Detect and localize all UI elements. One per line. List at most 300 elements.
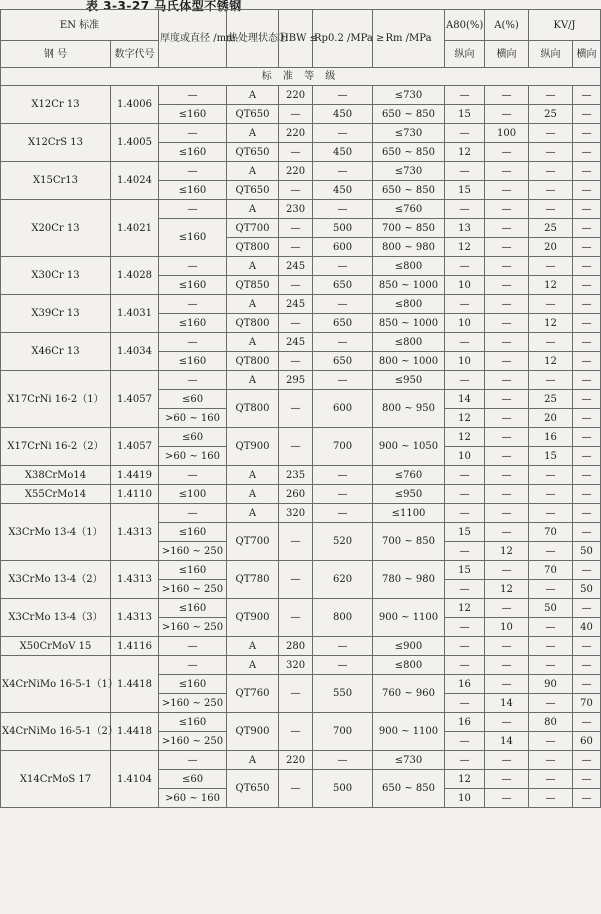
rp: — xyxy=(313,86,373,105)
a80-long: — xyxy=(445,618,485,637)
hbw: — xyxy=(279,561,313,599)
kv-trans: — xyxy=(573,105,601,124)
thickness: ≤160 xyxy=(159,314,227,333)
thickness: — xyxy=(159,637,227,656)
a-trans: — xyxy=(485,675,529,694)
heat-treatment: A xyxy=(227,257,279,276)
hbw: 220 xyxy=(279,124,313,143)
hbw: — xyxy=(279,143,313,162)
a-trans: — xyxy=(485,371,529,390)
thickness: — xyxy=(159,86,227,105)
a80-long: 12 xyxy=(445,599,485,618)
heat-treatment: QT800 xyxy=(227,390,279,428)
kv-trans: — xyxy=(573,143,601,162)
steel-number: 1.4313 xyxy=(111,561,159,599)
steel-number: 1.4116 xyxy=(111,637,159,656)
header-a80: A80(%) xyxy=(445,10,485,41)
hbw: 230 xyxy=(279,200,313,219)
rm: 760 ~ 960 xyxy=(373,675,445,713)
hbw: 220 xyxy=(279,86,313,105)
heat-treatment: QT850 xyxy=(227,276,279,295)
thickness: — xyxy=(159,257,227,276)
kv-long: — xyxy=(529,770,573,789)
a-trans: — xyxy=(485,428,529,447)
steel-name: X55CrMo14 xyxy=(1,485,111,504)
a-trans: — xyxy=(485,86,529,105)
a80-long: 10 xyxy=(445,352,485,371)
a-trans: — xyxy=(485,295,529,314)
rm: ≤730 xyxy=(373,86,445,105)
steel-number: 1.4418 xyxy=(111,713,159,751)
kv-trans: — xyxy=(573,257,601,276)
a-trans: — xyxy=(485,713,529,732)
rm: ≤950 xyxy=(373,485,445,504)
rm: ≤800 xyxy=(373,333,445,352)
steel-number: 1.4024 xyxy=(111,162,159,200)
rp: — xyxy=(313,637,373,656)
a-trans: — xyxy=(485,637,529,656)
kv-trans: — xyxy=(573,428,601,447)
kv-long: 25 xyxy=(529,390,573,409)
a80-long: 14 xyxy=(445,390,485,409)
thickness: >60 ~ 160 xyxy=(159,447,227,466)
thickness: >60 ~ 160 xyxy=(159,789,227,808)
thickness: — xyxy=(159,200,227,219)
heat-treatment: A xyxy=(227,751,279,770)
kv-long: — xyxy=(529,143,573,162)
a80-long: — xyxy=(445,257,485,276)
header-rm: Rm /MPa xyxy=(373,10,445,68)
kv-trans: — xyxy=(573,181,601,200)
steel-number: 1.4006 xyxy=(111,86,159,124)
rp: — xyxy=(313,295,373,314)
steel-number: 1.4031 xyxy=(111,295,159,333)
thickness: — xyxy=(159,333,227,352)
kv-long: 16 xyxy=(529,428,573,447)
a-trans: — xyxy=(485,352,529,371)
thickness: — xyxy=(159,504,227,523)
rp: — xyxy=(313,162,373,181)
rp: 550 xyxy=(313,675,373,713)
steel-name: X46Cr 13 xyxy=(1,333,111,371)
hbw: — xyxy=(279,675,313,713)
kv-trans: — xyxy=(573,599,601,618)
kv-trans: — xyxy=(573,219,601,238)
hbw: 320 xyxy=(279,504,313,523)
rp: — xyxy=(313,371,373,390)
heat-treatment: QT650 xyxy=(227,143,279,162)
rp: — xyxy=(313,257,373,276)
kv-trans: — xyxy=(573,751,601,770)
kv-long: — xyxy=(529,371,573,390)
kv-long: 20 xyxy=(529,238,573,257)
steel-name: X17CrNi 16-2（1） xyxy=(1,371,111,428)
thickness: >160 ~ 250 xyxy=(159,732,227,751)
heat-treatment: A xyxy=(227,200,279,219)
steel-name: X12CrS 13 xyxy=(1,124,111,162)
kv-trans: — xyxy=(573,637,601,656)
steel-name: X14CrMoS 17 xyxy=(1,751,111,808)
rm: ≤900 xyxy=(373,637,445,656)
kv-long: 25 xyxy=(529,105,573,124)
heat-treatment: A xyxy=(227,371,279,390)
thickness: ≤160 xyxy=(159,523,227,542)
kv-long: — xyxy=(529,485,573,504)
rm: 650 ~ 850 xyxy=(373,143,445,162)
rm: ≤730 xyxy=(373,162,445,181)
steel-number: 1.4057 xyxy=(111,428,159,466)
rp: 450 xyxy=(313,105,373,124)
heat-treatment: A xyxy=(227,656,279,675)
kv-trans: — xyxy=(573,200,601,219)
header-steel-number: 数字代号 xyxy=(111,41,159,68)
heat-treatment: A xyxy=(227,162,279,181)
thickness: >160 ~ 250 xyxy=(159,542,227,561)
steel-number: 1.4104 xyxy=(111,751,159,808)
kv-long: — xyxy=(529,542,573,561)
hbw: — xyxy=(279,238,313,257)
kv-long: 20 xyxy=(529,409,573,428)
heat-treatment: QT650 xyxy=(227,181,279,200)
heat-treatment: QT650 xyxy=(227,770,279,808)
a-trans: 14 xyxy=(485,694,529,713)
rm: ≤950 xyxy=(373,371,445,390)
kv-long: — xyxy=(529,637,573,656)
a-trans: 10 xyxy=(485,618,529,637)
a-trans: — xyxy=(485,409,529,428)
rm: 900 ~ 1100 xyxy=(373,713,445,751)
thickness: >60 ~ 160 xyxy=(159,409,227,428)
rm: 650 ~ 850 xyxy=(373,181,445,200)
kv-long: 12 xyxy=(529,276,573,295)
rp: 500 xyxy=(313,219,373,238)
kv-long: — xyxy=(529,656,573,675)
kv-trans: — xyxy=(573,561,601,580)
rm: 700 ~ 850 xyxy=(373,523,445,561)
kv-long: — xyxy=(529,181,573,200)
kv-trans: — xyxy=(573,238,601,257)
heat-treatment: A xyxy=(227,485,279,504)
a80-long: 10 xyxy=(445,789,485,808)
a80-long: — xyxy=(445,656,485,675)
header-a: A(%) xyxy=(485,10,529,41)
rm: 650 ~ 850 xyxy=(373,105,445,124)
hbw: 245 xyxy=(279,333,313,352)
a80-long: 10 xyxy=(445,314,485,333)
a-trans: — xyxy=(485,523,529,542)
a-trans: — xyxy=(485,466,529,485)
kv-trans: — xyxy=(573,523,601,542)
kv-long: — xyxy=(529,580,573,599)
kv-trans: — xyxy=(573,713,601,732)
thickness: — xyxy=(159,751,227,770)
thickness: ≤160 xyxy=(159,561,227,580)
kv-trans: 40 xyxy=(573,618,601,637)
a80-long: — xyxy=(445,751,485,770)
heat-treatment: A xyxy=(227,295,279,314)
kv-trans: — xyxy=(573,504,601,523)
rm: ≤1100 xyxy=(373,504,445,523)
rm: 800 ~ 980 xyxy=(373,238,445,257)
a-trans: — xyxy=(485,504,529,523)
thickness: ≤160 xyxy=(159,713,227,732)
a-trans: 100 xyxy=(485,124,529,143)
hbw: — xyxy=(279,390,313,428)
a80-long: 12 xyxy=(445,409,485,428)
kv-trans: — xyxy=(573,86,601,105)
rm: ≤800 xyxy=(373,257,445,276)
thickness: >160 ~ 250 xyxy=(159,580,227,599)
rm: ≤760 xyxy=(373,200,445,219)
a80-long: 16 xyxy=(445,675,485,694)
hbw: — xyxy=(279,276,313,295)
a80-long: — xyxy=(445,295,485,314)
hbw: — xyxy=(279,428,313,466)
heat-treatment: QT650 xyxy=(227,105,279,124)
hbw: 245 xyxy=(279,295,313,314)
a80-long: — xyxy=(445,86,485,105)
kv-long: — xyxy=(529,504,573,523)
hbw: — xyxy=(279,314,313,333)
kv-trans: 60 xyxy=(573,732,601,751)
rp: 600 xyxy=(313,390,373,428)
a80-long: 10 xyxy=(445,276,485,295)
kv-long: — xyxy=(529,295,573,314)
steel-number: 1.4313 xyxy=(111,504,159,561)
kv-trans: — xyxy=(573,656,601,675)
kv-trans: — xyxy=(573,352,601,371)
steel-number: 1.4110 xyxy=(111,485,159,504)
hbw: 280 xyxy=(279,637,313,656)
a80-long: — xyxy=(445,580,485,599)
kv-long: 12 xyxy=(529,352,573,371)
a80-long: — xyxy=(445,333,485,352)
a-trans: — xyxy=(485,276,529,295)
group-label: 标 准 等 级 xyxy=(1,68,601,86)
steel-name: X50CrMoV 15 xyxy=(1,637,111,656)
thickness: — xyxy=(159,466,227,485)
a-trans: — xyxy=(485,257,529,276)
rp: 500 xyxy=(313,770,373,808)
steel-name: X15Cr13 xyxy=(1,162,111,200)
header-steel-name: 钢 号 xyxy=(1,41,111,68)
rp: — xyxy=(313,124,373,143)
rm: 800 ~ 1000 xyxy=(373,352,445,371)
heat-treatment: QT900 xyxy=(227,713,279,751)
header-a80-longitudinal: 纵向 xyxy=(445,41,485,68)
kv-long: 50 xyxy=(529,599,573,618)
heat-treatment: QT800 xyxy=(227,238,279,257)
rm: 900 ~ 1050 xyxy=(373,428,445,466)
header-kv: KV/J xyxy=(529,10,601,41)
rp: — xyxy=(313,751,373,770)
rm: 900 ~ 1100 xyxy=(373,599,445,637)
steel-name: X4CrNiMo 16-5-1（2） xyxy=(1,713,111,751)
a80-long: — xyxy=(445,371,485,390)
a-trans: — xyxy=(485,143,529,162)
thickness: ≤160 xyxy=(159,219,227,257)
heat-treatment: QT700 xyxy=(227,219,279,238)
heat-treatment: A xyxy=(227,466,279,485)
kv-trans: — xyxy=(573,485,601,504)
steel-number: 1.4057 xyxy=(111,371,159,428)
thickness: ≤160 xyxy=(159,675,227,694)
a-trans: — xyxy=(485,333,529,352)
header-heat-treatment: 热处理状态① xyxy=(227,10,279,68)
a-trans: — xyxy=(485,789,529,808)
hbw: — xyxy=(279,219,313,238)
thickness: — xyxy=(159,656,227,675)
kv-trans: — xyxy=(573,770,601,789)
steel-name: X3CrMo 13-4（2） xyxy=(1,561,111,599)
kv-trans: — xyxy=(573,675,601,694)
kv-long: 70 xyxy=(529,561,573,580)
header-en-standard: EN 标准 xyxy=(1,10,159,41)
hbw: 245 xyxy=(279,257,313,276)
hbw: — xyxy=(279,770,313,808)
rp: — xyxy=(313,333,373,352)
hbw: — xyxy=(279,713,313,751)
kv-long: — xyxy=(529,333,573,352)
kv-trans: 50 xyxy=(573,542,601,561)
a-trans: — xyxy=(485,105,529,124)
rm: ≤800 xyxy=(373,295,445,314)
heat-treatment: A xyxy=(227,637,279,656)
thickness: ≤160 xyxy=(159,181,227,200)
a80-long: 16 xyxy=(445,713,485,732)
steel-number: 1.4418 xyxy=(111,656,159,713)
thickness: — xyxy=(159,124,227,143)
steel-number: 1.4313 xyxy=(111,599,159,637)
hbw: 320 xyxy=(279,656,313,675)
a-trans: — xyxy=(485,599,529,618)
rp: 700 xyxy=(313,713,373,751)
rm: 850 ~ 1000 xyxy=(373,276,445,295)
header-kv-longitudinal: 纵向 xyxy=(529,41,573,68)
header-kv-transverse: 横向 xyxy=(573,41,601,68)
a80-long: 15 xyxy=(445,561,485,580)
kv-trans: — xyxy=(573,447,601,466)
thickness: ≤160 xyxy=(159,599,227,618)
kv-trans: — xyxy=(573,295,601,314)
rp: 600 xyxy=(313,238,373,257)
a-trans: — xyxy=(485,238,529,257)
heat-treatment: QT800 xyxy=(227,352,279,371)
kv-trans: 50 xyxy=(573,580,601,599)
kv-long: — xyxy=(529,162,573,181)
table-caption: 表 3-3-27 马氏体型不锈钢 xyxy=(86,0,242,13)
kv-trans: — xyxy=(573,124,601,143)
kv-long: 70 xyxy=(529,523,573,542)
heat-treatment: QT760 xyxy=(227,675,279,713)
heat-treatment: QT700 xyxy=(227,523,279,561)
a-trans: — xyxy=(485,200,529,219)
a80-long: 12 xyxy=(445,238,485,257)
a80-long: — xyxy=(445,200,485,219)
steel-properties-table xyxy=(0,9,601,808)
a80-long: — xyxy=(445,732,485,751)
kv-long: — xyxy=(529,86,573,105)
hbw: — xyxy=(279,181,313,200)
rm: ≤760 xyxy=(373,466,445,485)
steel-name: X39Cr 13 xyxy=(1,295,111,333)
hbw: 220 xyxy=(279,751,313,770)
steel-number: 1.4034 xyxy=(111,333,159,371)
a80-long: — xyxy=(445,504,485,523)
rp: — xyxy=(313,504,373,523)
header-rp: Rp0.2 /MPa ≥ xyxy=(313,10,373,68)
a80-long: 12 xyxy=(445,143,485,162)
hbw: — xyxy=(279,523,313,561)
rm: 650 ~ 850 xyxy=(373,770,445,808)
rp: 450 xyxy=(313,143,373,162)
heat-treatment: A xyxy=(227,504,279,523)
kv-trans: — xyxy=(573,314,601,333)
rp: 650 xyxy=(313,314,373,333)
heat-treatment: QT800 xyxy=(227,314,279,333)
thickness: — xyxy=(159,371,227,390)
a-trans: — xyxy=(485,162,529,181)
a80-long: 12 xyxy=(445,770,485,789)
rm: ≤730 xyxy=(373,124,445,143)
a80-long: — xyxy=(445,694,485,713)
kv-trans: — xyxy=(573,371,601,390)
kv-long: — xyxy=(529,789,573,808)
kv-long: — xyxy=(529,124,573,143)
a80-long: — xyxy=(445,466,485,485)
thickness: ≤160 xyxy=(159,352,227,371)
thickness: ≤160 xyxy=(159,276,227,295)
header-a-transverse: 横向 xyxy=(485,41,529,68)
rp: 620 xyxy=(313,561,373,599)
hbw: 295 xyxy=(279,371,313,390)
steel-number: 1.4005 xyxy=(111,124,159,162)
kv-long: 90 xyxy=(529,675,573,694)
hbw: 260 xyxy=(279,485,313,504)
kv-long: — xyxy=(529,466,573,485)
a80-long: 13 xyxy=(445,219,485,238)
steel-name: X12Cr 13 xyxy=(1,86,111,124)
thickness: ≤60 xyxy=(159,390,227,409)
kv-trans: — xyxy=(573,162,601,181)
kv-long: — xyxy=(529,732,573,751)
steel-name: X3CrMo 13-4（1） xyxy=(1,504,111,561)
thickness: >160 ~ 250 xyxy=(159,694,227,713)
rp: 450 xyxy=(313,181,373,200)
hbw: 220 xyxy=(279,162,313,181)
hbw: — xyxy=(279,105,313,124)
a80-long: — xyxy=(445,162,485,181)
a-trans: — xyxy=(485,656,529,675)
kv-trans: — xyxy=(573,276,601,295)
steel-number: 1.4021 xyxy=(111,200,159,257)
steel-name: X38CrMo14 xyxy=(1,466,111,485)
kv-long: 15 xyxy=(529,447,573,466)
a80-long: 15 xyxy=(445,181,485,200)
thickness: ≤60 xyxy=(159,428,227,447)
kv-long: 25 xyxy=(529,219,573,238)
steel-name: X20Cr 13 xyxy=(1,200,111,257)
rp: 650 xyxy=(313,352,373,371)
kv-long: — xyxy=(529,751,573,770)
a80-long: 15 xyxy=(445,105,485,124)
a-trans: — xyxy=(485,219,529,238)
steel-name: X3CrMo 13-4（3） xyxy=(1,599,111,637)
a-trans: — xyxy=(485,447,529,466)
heat-treatment: A xyxy=(227,124,279,143)
thickness: ≤160 xyxy=(159,105,227,124)
a-trans: — xyxy=(485,751,529,770)
